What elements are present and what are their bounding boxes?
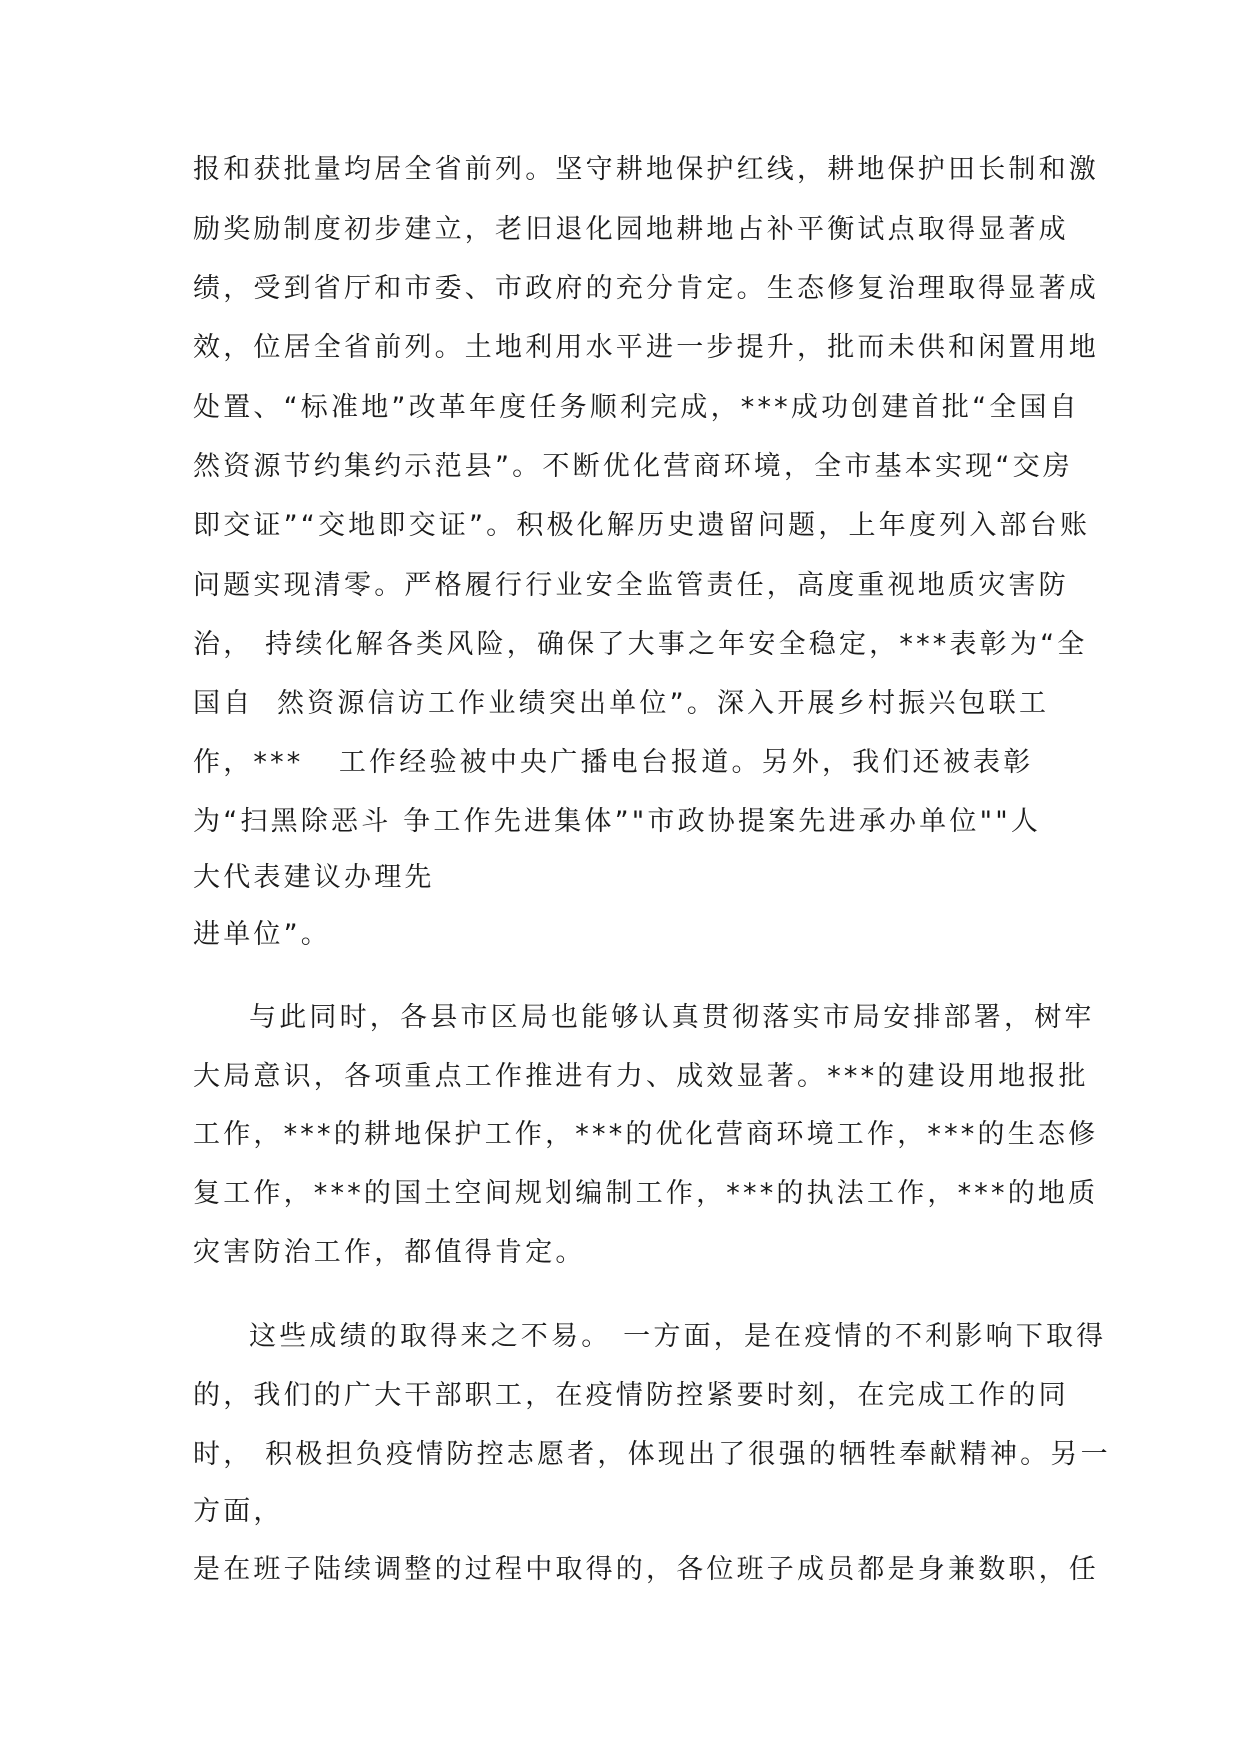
text-line: 然资源节约集约示范县”。不断优化营商环境，全市基本实现“交房	[193, 451, 1073, 482]
text-line: 复工作，***的国土空间规划编制工作，***的执法工作，***的地质	[193, 1178, 1099, 1209]
text-line: 大代表建议办理先	[193, 862, 435, 893]
paragraph-first-line: 这些成绩的取得来之不易。 一方面，是在疫情的不利影响下取得	[249, 1321, 1107, 1352]
text-line: 处置、“标准地”改革年度任务顺利完成，***成功创建首批“全国自	[193, 392, 1080, 423]
text-line: 绩，受到省厅和市委、市政府的充分肯定。生态修复治理取得显著成	[193, 273, 1099, 304]
text-line: 作，*** 工作经验被中央广播电台报道。另外，我们还被表彰	[193, 747, 1034, 778]
text-line: 报和获批量均居全省前列。坚守耕地保护红线，耕地保护田长制和激	[193, 154, 1099, 185]
text-line: 问题实现清零。严格履行行业安全监管责任，高度重视地质灾害防	[193, 570, 1069, 601]
text-line: 即交证”“交地即交证”。积极化解历史遗留问题，上年度列入部台账	[193, 510, 1091, 541]
paragraph-first-line: 与此同时，各县市区局也能够认真贯彻落实市局安排部署，树牢	[249, 1002, 1095, 1033]
text-line: 为“扫黑除恶斗 争工作先进集体”"市政协提案先进承办单位""人	[193, 806, 1042, 837]
text-line: 国自 然资源信访工作业绩突出单位”。深入开展乡村振兴包联工	[193, 688, 1050, 719]
text-line: 工作，***的耕地保护工作，***的优化营商环境工作，***的生态修	[193, 1119, 1099, 1150]
text-line: 时， 积极担负疫情防控志愿者，体现出了很强的牺牲奉献精神。另一	[193, 1439, 1111, 1470]
text-line: 灾害防治工作，都值得肯定。	[193, 1237, 586, 1268]
text-line: 是在班子陆续调整的过程中取得的，各位班子成员都是身兼数职，任	[193, 1554, 1099, 1585]
text-line: 大局意识，各项重点工作推进有力、成效显著。***的建设用地报批	[193, 1061, 1089, 1092]
text-line: 进单位”。	[193, 919, 331, 950]
text-line: 的，我们的广大干部职工，在疫情防控紧要时刻，在完成工作的同	[193, 1380, 1069, 1411]
text-line: 方面，	[193, 1496, 284, 1527]
text-line: 效，位居全省前列。土地利用水平进一步提升，批而未供和闲置用地	[193, 332, 1099, 363]
text-line: 治， 持续化解各类风险，确保了大事之年安全稳定，***表彰为“全	[193, 629, 1088, 660]
text-line: 励奖励制度初步建立，老旧退化园地耕地占补平衡试点取得显著成	[193, 214, 1069, 245]
